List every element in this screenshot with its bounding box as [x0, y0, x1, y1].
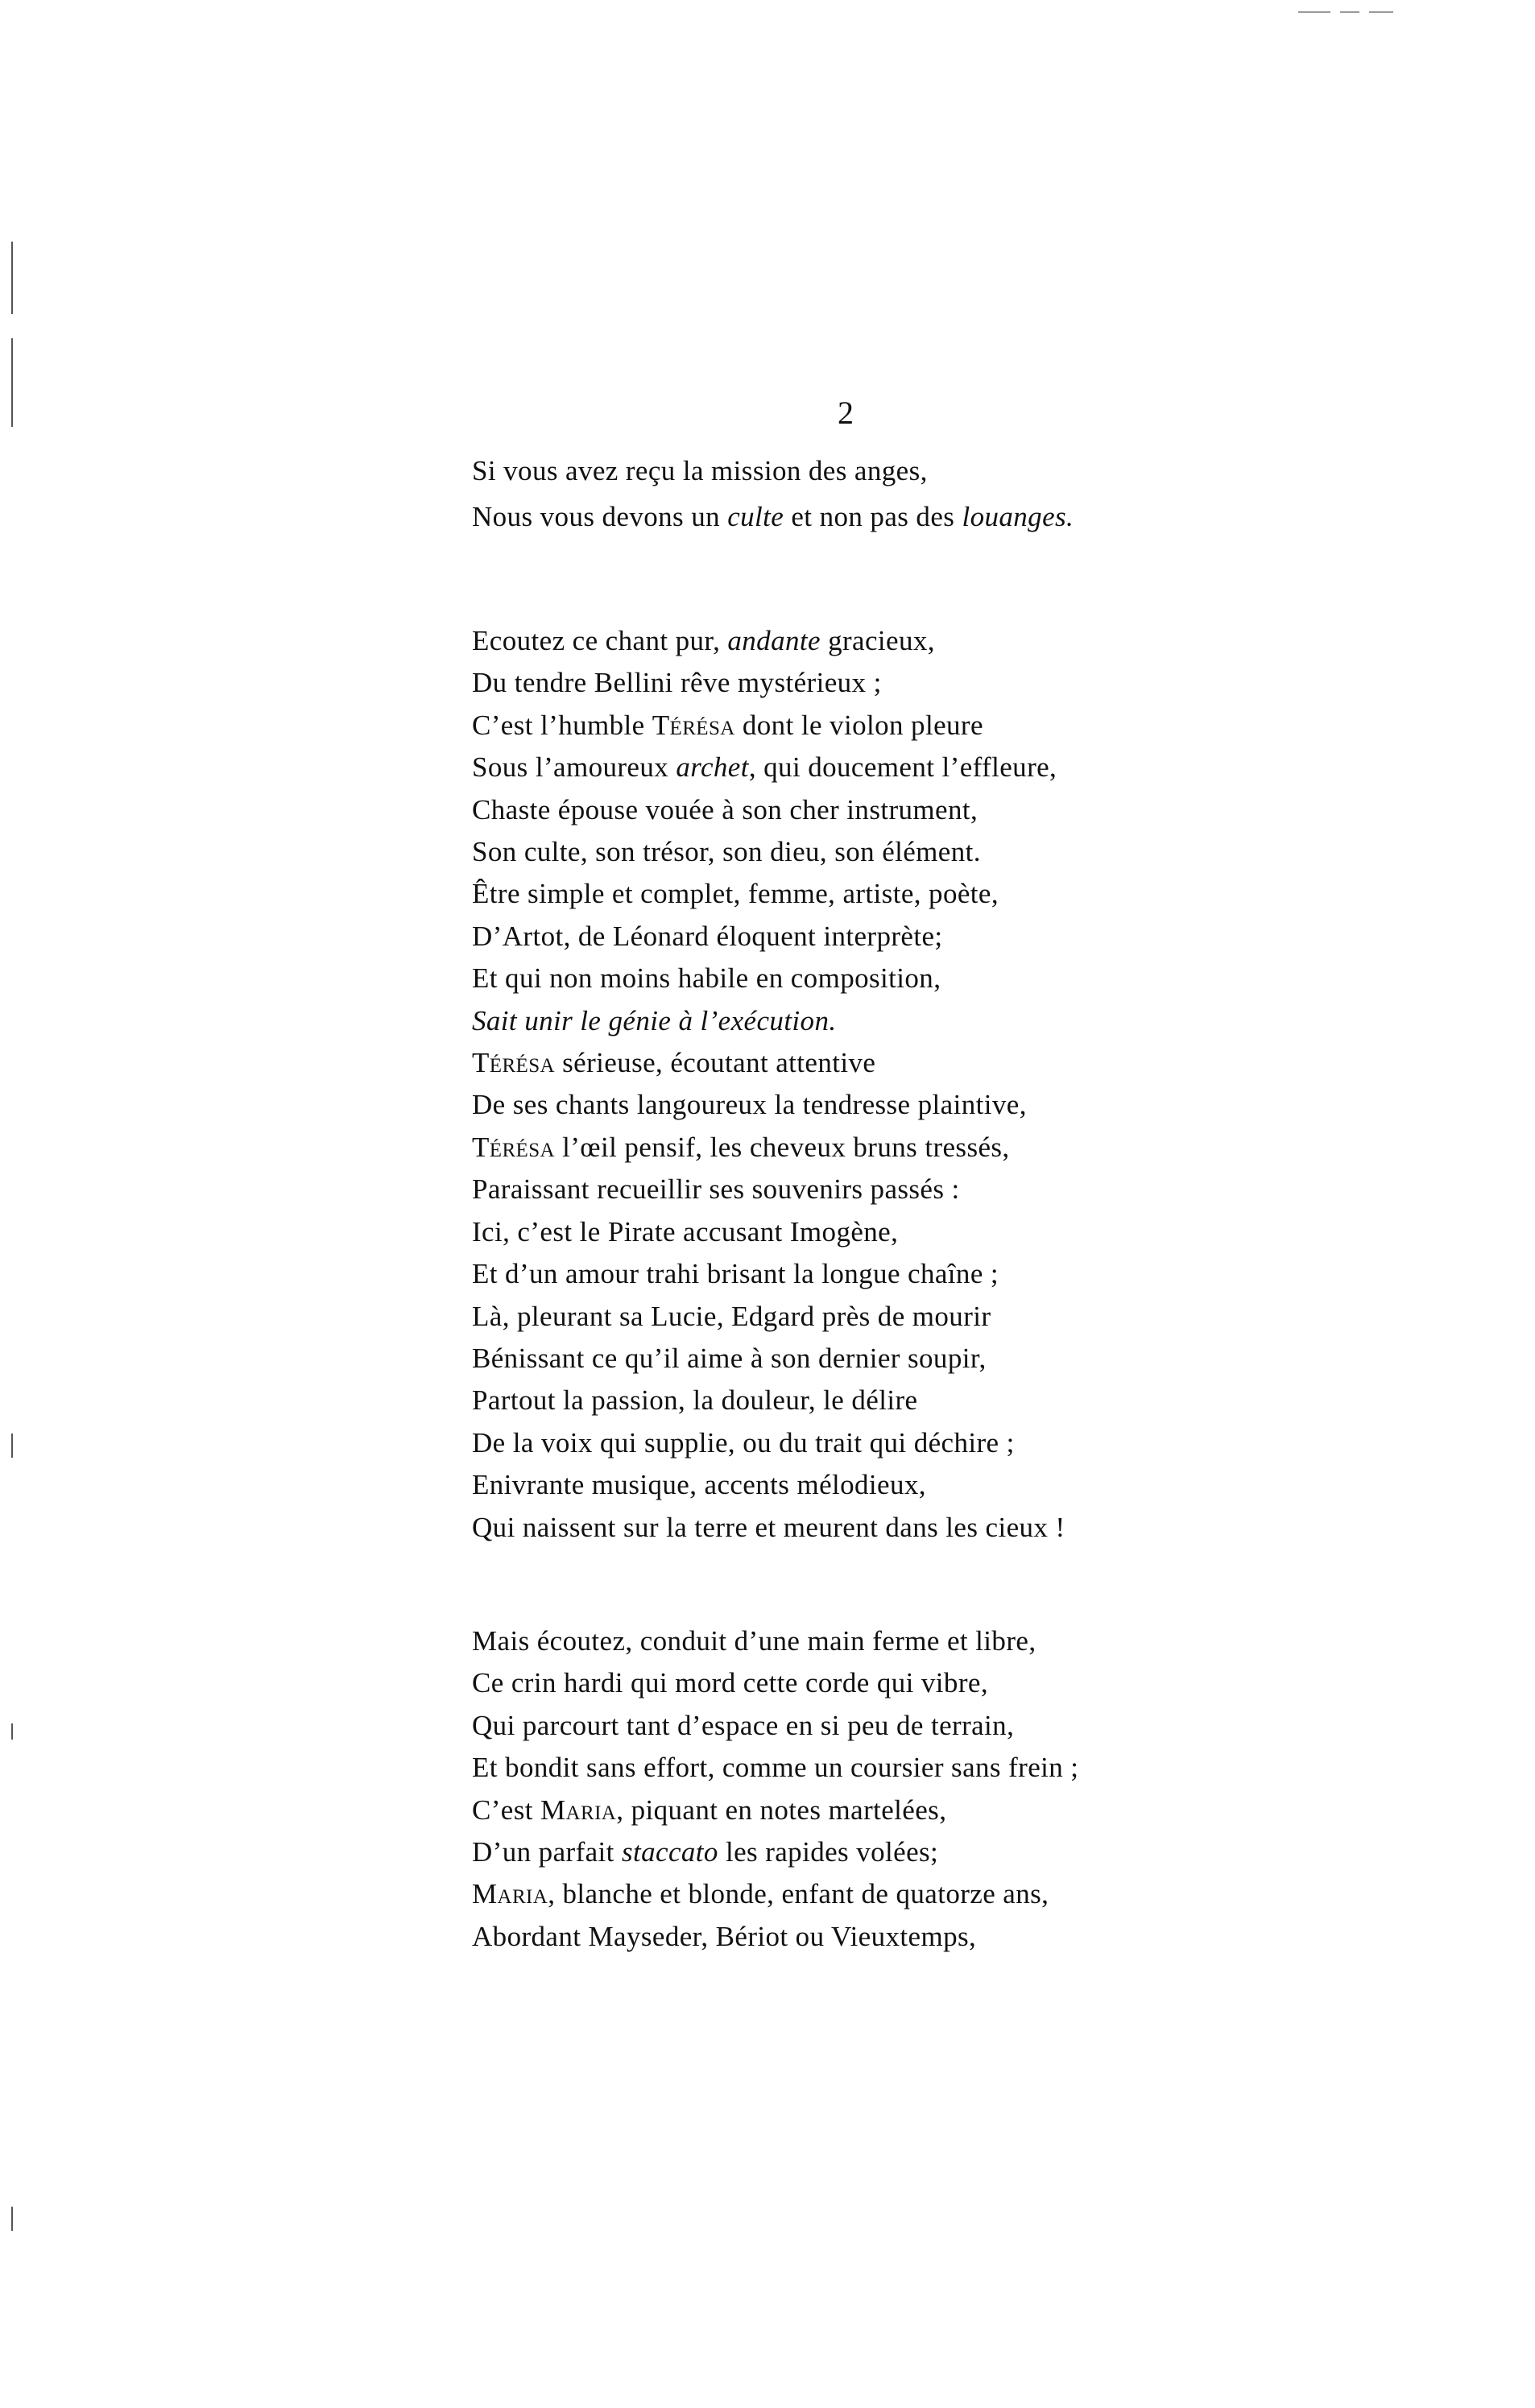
- stanza-teresa: [472, 620, 1487, 1549]
- verse-text: Partout la passion, la douleur, le délire: [472, 1384, 918, 1417]
- verse-text: Du tendre Bellini rêve mystérieux ;: [472, 667, 882, 699]
- verse-line: [472, 831, 1487, 873]
- verse-text: C’est: [472, 1794, 541, 1826]
- verse-text: Enivrante musique, accents mélodieux,: [472, 1469, 926, 1501]
- verse-line: [472, 448, 1487, 494]
- verse-italic-text: archet: [676, 751, 749, 784]
- verse-line: [472, 1507, 1487, 1549]
- stanza-maria: [472, 1620, 1487, 1958]
- verse-line: [472, 494, 1487, 540]
- verse-line: [472, 1211, 1487, 1253]
- verse-text: , qui doucement l’effleure,: [748, 751, 1057, 784]
- verse-small-caps-name: Térésa: [652, 709, 735, 741]
- verse-text: Nous vous devons un: [472, 501, 728, 532]
- page-number: 2: [838, 395, 854, 431]
- verse-text: Bénissant ce qu’il aime à son dernier soupir,: [472, 1342, 987, 1374]
- verse-line: [472, 1338, 1487, 1380]
- verse-text: Être simple et complet, femme, artiste, poète,: [472, 878, 999, 910]
- verse-line: [472, 873, 1487, 915]
- verse-text: D’un parfait: [472, 1836, 622, 1868]
- verse-line: [472, 1253, 1487, 1295]
- verse-line: [472, 1127, 1487, 1169]
- verse-text: Et d’un amour trahi brisant la longue chaîne ;: [472, 1258, 999, 1290]
- verse-line: [472, 916, 1487, 958]
- verse-text: et non pas des: [784, 501, 962, 532]
- verse-text: Qui naissent sur la terre et meurent dans les cieux !: [472, 1511, 1065, 1543]
- verse-text: Et bondit sans effort, comme un coursier sans frein ;: [472, 1752, 1079, 1784]
- verse-text: Sous l’amoureux: [472, 751, 676, 784]
- verse-text: Son culte, son trésor, son dieu, son élément.: [472, 836, 981, 868]
- verse-line: [472, 662, 1487, 704]
- verse-line: [472, 1084, 1487, 1126]
- verse-small-caps-name: Térésa: [472, 1047, 555, 1079]
- verse-line: [472, 1296, 1487, 1338]
- verse-line: [472, 620, 1487, 662]
- scan-corner-mark: [1298, 11, 1330, 13]
- verse-text: Si vous avez reçu la mission des anges,: [472, 455, 928, 486]
- verse-line: [472, 1042, 1487, 1084]
- verse-line: [472, 1662, 1487, 1704]
- scan-edge-mark: [11, 242, 13, 314]
- verse-text: , blanche et blonde, enfant de quatorze ans,: [548, 1878, 1049, 1910]
- verse-line: [472, 1464, 1487, 1506]
- verse-text: Abordant Mayseder, Bériot ou Vieuxtemps,: [472, 1920, 977, 1952]
- stanza-opening-couplet: [472, 448, 1487, 540]
- verse-line: [472, 705, 1487, 747]
- scan-edge-mark: [11, 2207, 13, 2231]
- scan-edge-mark: [11, 338, 13, 427]
- verse-italic-text: andante: [727, 625, 821, 656]
- verse-text: Ici, c’est le Pirate accusant Imogène,: [472, 1215, 899, 1247]
- verse-text: gracieux,: [820, 625, 935, 656]
- verse-line: [472, 1169, 1487, 1210]
- verse-line: [472, 747, 1487, 788]
- verse-text: les rapides volées;: [718, 1836, 939, 1868]
- verse-text: l’œil pensif, les cheveux bruns tressés,: [554, 1131, 1010, 1163]
- verse-line: [472, 1422, 1487, 1464]
- verse-line: [472, 1620, 1487, 1662]
- verse-text: Chaste épouse vouée à son cher instrument,: [472, 793, 979, 825]
- verse-italic-text: louanges.: [962, 501, 1074, 532]
- verse-text: , piquant en notes martelées,: [616, 1794, 947, 1826]
- verse-line: [472, 1747, 1487, 1789]
- verse-italic-text: Sait unir le génie à l’exécution.: [472, 1004, 837, 1036]
- verse-line: [472, 958, 1487, 999]
- verse-line: [472, 1873, 1487, 1915]
- verse-text: Ce crin hardi qui mord cette corde qui vibre,: [472, 1667, 988, 1699]
- verse-line: [472, 1380, 1487, 1421]
- verse-line: [472, 1916, 1487, 1958]
- verse-text: sérieuse, écoutant attentive: [554, 1047, 876, 1079]
- verse-line: [472, 789, 1487, 831]
- verse-small-caps-name: Térésa: [472, 1131, 555, 1163]
- scan-corner-mark: [1369, 11, 1393, 13]
- verse-text: De ses chants langoureux la tendresse plaintive,: [472, 1089, 1027, 1121]
- verse-text: Qui parcourt tant d’espace en si peu de terrain,: [472, 1709, 1015, 1741]
- verse-italic-text: staccato: [621, 1836, 718, 1868]
- verse-italic-text: culte: [727, 501, 784, 532]
- verse-line: [472, 1831, 1487, 1873]
- verse-text: dont le violon pleure: [734, 709, 983, 741]
- verse-line: [472, 1000, 1487, 1042]
- verse-small-caps-name: Maria: [540, 1794, 617, 1826]
- scan-corner-mark: [1340, 11, 1359, 13]
- verse-text: D’Artot, de Léonard éloquent interprète;: [472, 920, 943, 952]
- verse-text: C’est l’humble: [472, 709, 652, 741]
- scan-edge-mark: [11, 1434, 13, 1458]
- verse-text: Mais écoutez, conduit d’une main ferme et libre,: [472, 1625, 1036, 1657]
- verse-text: De la voix qui supplie, ou du trait qui déchire ;: [472, 1426, 1015, 1458]
- scan-edge-mark: [11, 1723, 13, 1740]
- verse-text: Là, pleurant sa Lucie, Edgard près de mourir: [472, 1300, 991, 1332]
- verse-small-caps-name: Maria: [472, 1878, 548, 1910]
- verse-text: Paraissant recueillir ses souvenirs passés :: [472, 1173, 960, 1206]
- verse-line: [472, 1705, 1487, 1747]
- verse-text: Ecoutez ce chant pur,: [472, 625, 728, 656]
- verse-line: [472, 1789, 1487, 1831]
- verse-text: Et qui non moins habile en composition,: [472, 962, 941, 995]
